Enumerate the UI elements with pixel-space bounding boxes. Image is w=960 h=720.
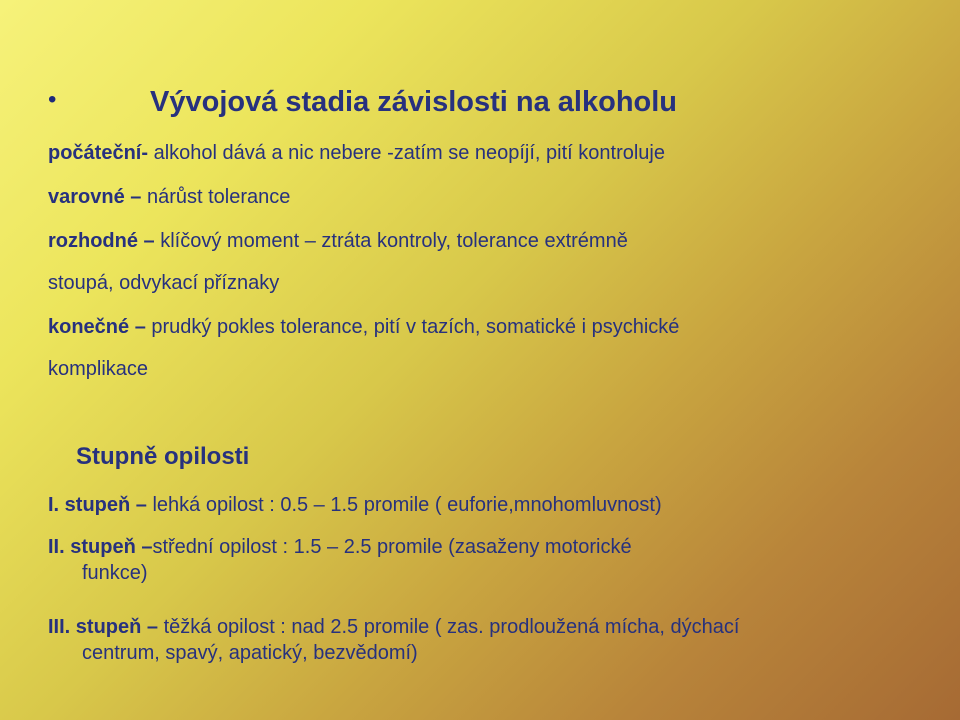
stage-rozhodne <box>48 230 628 253</box>
stage-text: alkohol dává a nic nebere -zatím se neopíjí, pití kontroluje <box>148 142 665 164</box>
stage-pocatecni <box>48 142 665 165</box>
title-bullet: • <box>48 86 57 113</box>
stage-varovne <box>48 186 290 209</box>
stage-text: těžká opilost : nad 2.5 promile ( zas. prodloužená mícha, dýchací <box>163 616 740 638</box>
stage-text: stoupá, odvykací příznaky <box>48 272 280 294</box>
stage-text: komplikace <box>48 358 149 380</box>
stage-konecne <box>48 316 679 339</box>
stage-text-cont: funkce) <box>82 562 148 584</box>
slide-title: Vývojová stadia závislosti na alkoholu <box>150 86 678 118</box>
stage-text: lehká opilost : 0.5 – 1.5 promile ( euforie,mnohomluvnost) <box>152 494 662 516</box>
stage-term: II. stupeň – <box>48 536 153 558</box>
stage-text: prudký pokles tolerance, pití v tazích, somatické i psychické <box>151 316 680 338</box>
stage-term: konečné – <box>48 316 152 338</box>
stage-term: I. stupeň – <box>48 494 153 516</box>
stage-text: střední opilost : 1.5 – 2.5 promile (zasaženy motorické <box>152 536 632 558</box>
stage-term: počáteční- <box>48 142 149 164</box>
stage-text: klíčový moment – ztráta kontroly, tolerance extrémně <box>160 230 628 252</box>
drunkenness-stage-2 <box>48 534 632 586</box>
stage-rozhodne-cont <box>48 272 279 295</box>
section-subtitle: Stupně opilosti <box>76 443 250 470</box>
stage-term: III. stupeň – <box>48 616 164 638</box>
stage-term: rozhodné – <box>48 230 161 252</box>
drunkenness-stage-1 <box>48 492 662 518</box>
stage-konecne-cont <box>48 358 148 381</box>
drunkenness-stage-3 <box>48 614 739 666</box>
stage-text-cont: centrum, spavý, apatický, bezvědomí) <box>82 642 418 664</box>
stage-term: varovné – <box>48 186 147 208</box>
stage-text: nárůst tolerance <box>146 186 291 208</box>
